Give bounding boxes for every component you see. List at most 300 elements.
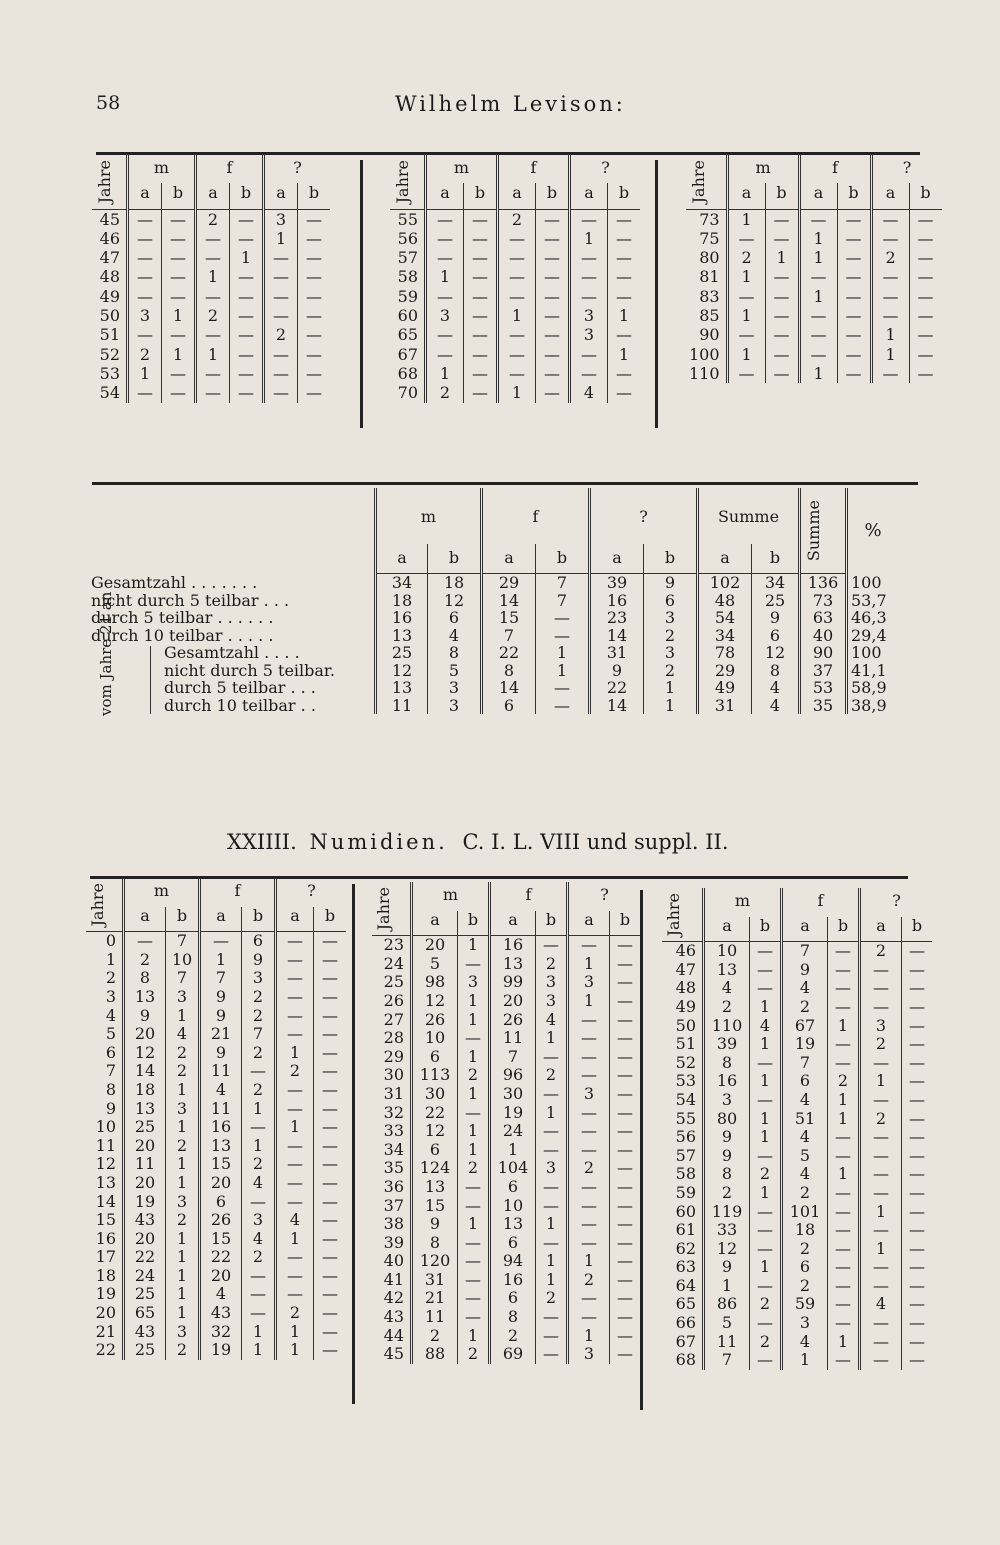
age-cell: 50	[99, 306, 120, 326]
value-cell: 1	[799, 248, 837, 267]
value-cell: 20	[490, 992, 536, 1011]
value-cell: 1	[166, 1285, 200, 1304]
value-cell: —	[458, 1178, 490, 1197]
summary-label-text: durch 10 teilbar . .	[164, 695, 316, 715]
value-cell: —	[902, 1333, 933, 1352]
value-cell: —	[570, 287, 608, 306]
table-row	[390, 287, 640, 306]
age-cell: 81	[699, 267, 720, 287]
value-cell: —	[902, 1035, 933, 1054]
summary-value-cell: 90	[800, 644, 847, 662]
group-header-2: ?	[860, 888, 933, 917]
age-cell: 60	[675, 1201, 696, 1221]
running-title: Wilhelm Levison:	[395, 92, 626, 116]
value-cell: 2	[242, 1007, 276, 1026]
group-header-2: ?	[276, 878, 347, 907]
table-row	[686, 325, 942, 344]
value-cell: —	[902, 1110, 933, 1129]
table-row	[662, 1110, 932, 1129]
summary-value-cell: 6	[428, 609, 482, 627]
value-cell: —	[750, 961, 782, 980]
value-cell: 4	[570, 383, 608, 402]
value-cell: 25	[124, 1341, 166, 1360]
subcol-0-b: b	[166, 907, 200, 932]
value-cell: 1	[200, 951, 242, 970]
value-cell: 4	[782, 1091, 828, 1110]
value-cell: —	[314, 1304, 347, 1323]
value-cell: —	[860, 1165, 902, 1184]
value-cell: —	[799, 325, 837, 344]
value-cell: 1	[727, 209, 765, 229]
value-cell: —	[536, 1178, 568, 1197]
value-cell: —	[860, 1184, 902, 1203]
value-cell: —	[162, 267, 196, 286]
value-cell: 18	[124, 1081, 166, 1100]
table-row	[372, 1085, 640, 1104]
value-cell: 1	[166, 1118, 200, 1137]
value-cell: —	[909, 209, 942, 229]
table-row	[86, 969, 346, 988]
value-cell: 2	[166, 1341, 200, 1360]
table-row	[372, 1215, 640, 1234]
summary-row-label	[88, 627, 376, 645]
value-cell: —	[568, 1122, 610, 1141]
age-cell: 36	[383, 1176, 404, 1196]
value-cell: 1	[750, 1072, 782, 1091]
table-row	[86, 1285, 346, 1304]
value-cell: —	[837, 287, 871, 306]
value-cell: —	[909, 325, 942, 344]
age-cell: 4	[105, 1005, 116, 1025]
value-cell: —	[902, 1240, 933, 1259]
value-cell: —	[610, 1345, 641, 1364]
value-cell: 1	[750, 1258, 782, 1277]
value-cell: 11	[200, 1100, 242, 1119]
table-row	[662, 1184, 932, 1203]
value-cell: 1	[166, 1267, 200, 1286]
age-cell: 75	[699, 228, 720, 248]
summary-value-cell: 63	[800, 609, 847, 627]
table-row	[86, 1174, 346, 1193]
age-cell: 52	[675, 1052, 696, 1072]
value-cell: 1	[162, 345, 196, 364]
value-cell: 1	[536, 1215, 568, 1234]
summary-row	[88, 574, 898, 592]
value-cell: 11	[490, 1029, 536, 1048]
top-block-2	[390, 154, 640, 403]
value-cell: —	[276, 969, 314, 988]
age-cell: 54	[99, 383, 120, 403]
summary-value-cell: 7	[536, 592, 590, 610]
value-cell: —	[264, 248, 298, 267]
summary-subcol-1-a: a	[482, 544, 536, 574]
summary-value-cell: 13	[376, 627, 428, 645]
value-cell: 11	[412, 1308, 458, 1327]
value-cell: —	[568, 1197, 610, 1216]
value-cell: —	[498, 229, 536, 248]
summary-row-label	[88, 592, 376, 610]
value-cell: —	[314, 1044, 347, 1063]
value-cell: 1	[828, 1110, 860, 1129]
summary-label-text: durch 5 teilbar . . . . . .	[91, 608, 274, 627]
value-cell: —	[902, 942, 933, 961]
value-cell: 2	[458, 1159, 490, 1178]
age-cell: 70	[397, 383, 418, 403]
jahre-label: Jahre	[95, 159, 114, 203]
value-cell: 12	[412, 992, 458, 1011]
value-cell: —	[610, 1048, 641, 1067]
table-row	[372, 1197, 640, 1216]
age-cell: 68	[675, 1350, 696, 1370]
table-row	[662, 1203, 932, 1222]
summary-rule	[92, 482, 918, 485]
value-cell: 20	[124, 1025, 166, 1044]
value-cell: —	[426, 209, 464, 229]
bottom-block-1	[86, 878, 346, 1360]
header-row	[686, 154, 942, 183]
table-row	[372, 1048, 640, 1067]
value-cell: —	[608, 364, 641, 383]
value-cell: —	[902, 1258, 933, 1277]
value-cell: 1	[276, 1118, 314, 1137]
summary-value-cell: 3	[428, 697, 482, 715]
table-row	[372, 1104, 640, 1123]
bottom-table-3	[662, 888, 932, 1370]
age-cell: 49	[99, 286, 120, 306]
summary-value-cell: 4	[428, 627, 482, 645]
value-cell: 7	[166, 932, 200, 951]
jahre-label: Jahre	[689, 159, 708, 203]
value-cell: —	[902, 1203, 933, 1222]
value-cell: —	[860, 1221, 902, 1240]
value-cell: 30	[412, 1085, 458, 1104]
value-cell: 3	[568, 1345, 610, 1364]
section-ref: C. I. L. VIII und suppl. II.	[462, 830, 729, 854]
value-cell: 2	[704, 998, 750, 1017]
summary-value-cell: 29	[482, 574, 536, 592]
value-cell: 24	[124, 1267, 166, 1286]
value-cell: 1	[242, 1323, 276, 1342]
value-cell: 7	[782, 942, 828, 961]
value-cell: 43	[124, 1211, 166, 1230]
value-cell: 1	[782, 1351, 828, 1370]
value-cell: —	[860, 961, 902, 980]
value-cell: 9	[704, 1128, 750, 1147]
age-cell: 58	[675, 1164, 696, 1184]
jahre-header	[86, 878, 124, 932]
value-cell: —	[568, 1215, 610, 1234]
value-cell: —	[536, 1345, 568, 1364]
summary-value-cell: 53,7	[847, 592, 899, 610]
subcol-1-b: b	[536, 183, 570, 209]
value-cell: —	[799, 306, 837, 325]
value-cell: —	[426, 287, 464, 306]
summary-value-cell: 8	[752, 662, 800, 680]
age-cell: 7	[105, 1061, 116, 1081]
value-cell: 20	[200, 1267, 242, 1286]
value-cell: —	[242, 1118, 276, 1137]
value-cell: 1	[276, 1341, 314, 1360]
age-cell: 41	[383, 1269, 404, 1289]
age-cell: 39	[383, 1232, 404, 1252]
value-cell: 2	[242, 1044, 276, 1063]
summary-value-cell: 34	[698, 627, 752, 645]
value-cell: 6	[490, 1234, 536, 1253]
value-cell: —	[264, 306, 298, 325]
value-cell: —	[750, 1314, 782, 1333]
value-cell: 1	[727, 267, 765, 286]
section-name: Numidien.	[309, 830, 448, 854]
subheader-row	[86, 907, 346, 932]
value-cell: 2	[750, 1333, 782, 1352]
value-cell: 6	[490, 1178, 536, 1197]
value-cell: 5	[782, 1147, 828, 1166]
summary-row-label	[88, 574, 376, 592]
summary-value-cell: 22	[590, 679, 644, 697]
age-cell: 57	[397, 248, 418, 268]
value-cell: 21	[412, 1289, 458, 1308]
value-cell: —	[242, 1304, 276, 1323]
summary-row	[88, 697, 898, 715]
table-row	[686, 267, 942, 286]
summary-value-cell: 53	[800, 679, 847, 697]
value-cell: 1	[458, 1085, 490, 1104]
header-row	[372, 882, 640, 911]
value-cell: 6	[782, 1072, 828, 1091]
table-row	[92, 248, 330, 267]
value-cell: —	[464, 229, 498, 248]
value-cell: 2	[860, 942, 902, 961]
value-cell: —	[314, 1323, 347, 1342]
value-cell: —	[464, 325, 498, 344]
summary-value-cell: 40	[800, 627, 847, 645]
value-cell: 11	[200, 1062, 242, 1081]
value-cell: 13	[200, 1137, 242, 1156]
value-cell: 26	[490, 1011, 536, 1030]
age-cell: 65	[675, 1294, 696, 1314]
value-cell: —	[536, 345, 570, 364]
summary-value-cell: 9	[752, 609, 800, 627]
value-cell: —	[765, 306, 799, 325]
value-cell: —	[536, 936, 568, 955]
value-cell: 1	[128, 364, 162, 383]
value-cell: —	[610, 1104, 641, 1123]
subcol-1-a: a	[782, 917, 828, 942]
value-cell: 43	[124, 1323, 166, 1342]
value-cell: 7	[704, 1351, 750, 1370]
value-cell: 1	[498, 306, 536, 325]
value-cell: —	[860, 1091, 902, 1110]
value-cell: 1	[276, 1230, 314, 1249]
value-cell: —	[458, 1104, 490, 1123]
value-cell: —	[276, 932, 314, 951]
summary-value-cell: 73	[800, 592, 847, 610]
table-row	[372, 955, 640, 974]
value-cell: —	[264, 267, 298, 286]
value-cell: 1	[799, 287, 837, 306]
table-row	[662, 1314, 932, 1333]
value-cell: 21	[200, 1025, 242, 1044]
value-cell: 4	[860, 1295, 902, 1314]
summary-value-cell: 1	[536, 644, 590, 662]
value-cell: 30	[490, 1085, 536, 1104]
value-cell: —	[298, 383, 331, 402]
value-cell: —	[750, 1091, 782, 1110]
value-cell: —	[536, 383, 570, 402]
group-header-2: ?	[871, 154, 942, 183]
value-cell: 1	[570, 229, 608, 248]
value-cell: 2	[568, 1159, 610, 1178]
age-cell: 43	[383, 1307, 404, 1327]
age-cell: 80	[699, 248, 720, 268]
value-cell: 3	[264, 209, 298, 229]
group-header-0: m	[704, 888, 782, 917]
value-cell: —	[536, 1141, 568, 1160]
summary-value-cell: —	[536, 627, 590, 645]
value-cell: —	[464, 248, 498, 267]
age-cell: 67	[397, 344, 418, 364]
table-row	[92, 209, 330, 229]
summary-value-cell: 1	[644, 679, 698, 697]
value-cell: —	[727, 229, 765, 248]
value-cell: 33	[704, 1221, 750, 1240]
age-cell: 50	[675, 1015, 696, 1035]
summary-value-cell: 34	[376, 574, 428, 592]
value-cell: 2	[568, 1271, 610, 1290]
age-cell: 1	[105, 949, 116, 969]
value-cell: —	[458, 1234, 490, 1253]
value-cell: —	[568, 1104, 610, 1123]
value-cell: 3	[128, 306, 162, 325]
age-cell: 23	[383, 935, 404, 955]
value-cell: 1	[608, 345, 641, 364]
value-cell: 2	[166, 1137, 200, 1156]
summary-value-cell: 7	[536, 574, 590, 592]
subcol-0-b: b	[464, 183, 498, 209]
value-cell: 1	[871, 345, 909, 364]
value-cell: 13	[124, 1100, 166, 1119]
value-cell: 25	[124, 1285, 166, 1304]
subcol-1-a: a	[490, 911, 536, 936]
value-cell: 1	[242, 1341, 276, 1360]
value-cell: 3	[242, 969, 276, 988]
value-cell: —	[128, 383, 162, 402]
value-cell: 4	[782, 1333, 828, 1352]
value-cell: —	[799, 209, 837, 229]
age-cell: 73	[699, 209, 720, 229]
value-cell: —	[314, 1025, 347, 1044]
value-cell: —	[242, 1267, 276, 1286]
table-row	[92, 306, 330, 325]
value-cell: —	[568, 936, 610, 955]
value-cell: —	[902, 1221, 933, 1240]
value-cell: 4	[276, 1211, 314, 1230]
value-cell: —	[314, 1118, 347, 1137]
subcol-1-b: b	[242, 907, 276, 932]
value-cell: —	[128, 209, 162, 229]
subheader-row	[372, 911, 640, 936]
value-cell: 1	[568, 1252, 610, 1271]
value-cell: —	[828, 1147, 860, 1166]
table-row	[390, 345, 640, 364]
value-cell: —	[902, 979, 933, 998]
value-cell: —	[426, 345, 464, 364]
value-cell: 99	[490, 973, 536, 992]
value-cell: 13	[124, 988, 166, 1007]
value-cell: —	[765, 325, 799, 344]
value-cell: 12	[704, 1240, 750, 1259]
value-cell: 2	[242, 1155, 276, 1174]
subcol-2-b: b	[610, 911, 641, 936]
value-cell: —	[162, 229, 196, 248]
value-cell: 69	[490, 1345, 536, 1364]
summary-subcol-0-a: a	[376, 544, 428, 574]
value-cell: —	[298, 306, 331, 325]
value-cell: —	[610, 1141, 641, 1160]
value-cell: 119	[704, 1203, 750, 1222]
value-cell: 19	[490, 1104, 536, 1123]
value-cell: —	[765, 364, 799, 383]
summary-value-cell: 18	[376, 592, 428, 610]
value-cell: 2	[458, 1345, 490, 1364]
summary-value-cell: 54	[698, 609, 752, 627]
value-cell: 2	[750, 1295, 782, 1314]
summary-value-cell: 13	[376, 679, 428, 697]
value-cell: —	[162, 287, 196, 306]
value-cell: 22	[412, 1104, 458, 1123]
value-cell: 7	[490, 1048, 536, 1067]
table-row	[86, 1341, 346, 1360]
value-cell: 16	[490, 936, 536, 955]
value-cell: —	[426, 325, 464, 344]
value-cell: —	[837, 345, 871, 364]
value-cell: —	[276, 951, 314, 970]
age-cell: 37	[383, 1195, 404, 1215]
value-cell: 1	[166, 1155, 200, 1174]
value-cell: —	[314, 1341, 347, 1360]
age-cell: 60	[397, 306, 418, 326]
value-cell: —	[902, 1295, 933, 1314]
value-cell: —	[902, 1054, 933, 1073]
summary-value-cell: 25	[376, 644, 428, 662]
value-cell: —	[902, 1314, 933, 1333]
value-cell: —	[536, 1048, 568, 1067]
jahre-label: Jahre	[374, 886, 393, 931]
table-row	[86, 1230, 346, 1249]
header-row	[390, 154, 640, 183]
value-cell: 1	[568, 992, 610, 1011]
value-cell: 1	[276, 1044, 314, 1063]
value-cell: —	[536, 287, 570, 306]
value-cell: —	[162, 248, 196, 267]
summary-value-cell: 46,3	[847, 609, 899, 627]
table-row	[662, 1165, 932, 1184]
top-block-separator-1	[360, 160, 363, 428]
value-cell: —	[902, 1072, 933, 1091]
value-cell: 1	[162, 306, 196, 325]
value-cell: —	[464, 209, 498, 229]
value-cell: —	[128, 287, 162, 306]
value-cell: —	[276, 1137, 314, 1156]
age-cell: 3	[105, 986, 116, 1006]
value-cell: —	[298, 209, 331, 229]
value-cell: 9	[782, 961, 828, 980]
value-cell: 12	[124, 1044, 166, 1063]
header-row	[662, 888, 932, 917]
value-cell: 9	[704, 1147, 750, 1166]
value-cell: —	[608, 229, 641, 248]
value-cell: 1	[458, 992, 490, 1011]
